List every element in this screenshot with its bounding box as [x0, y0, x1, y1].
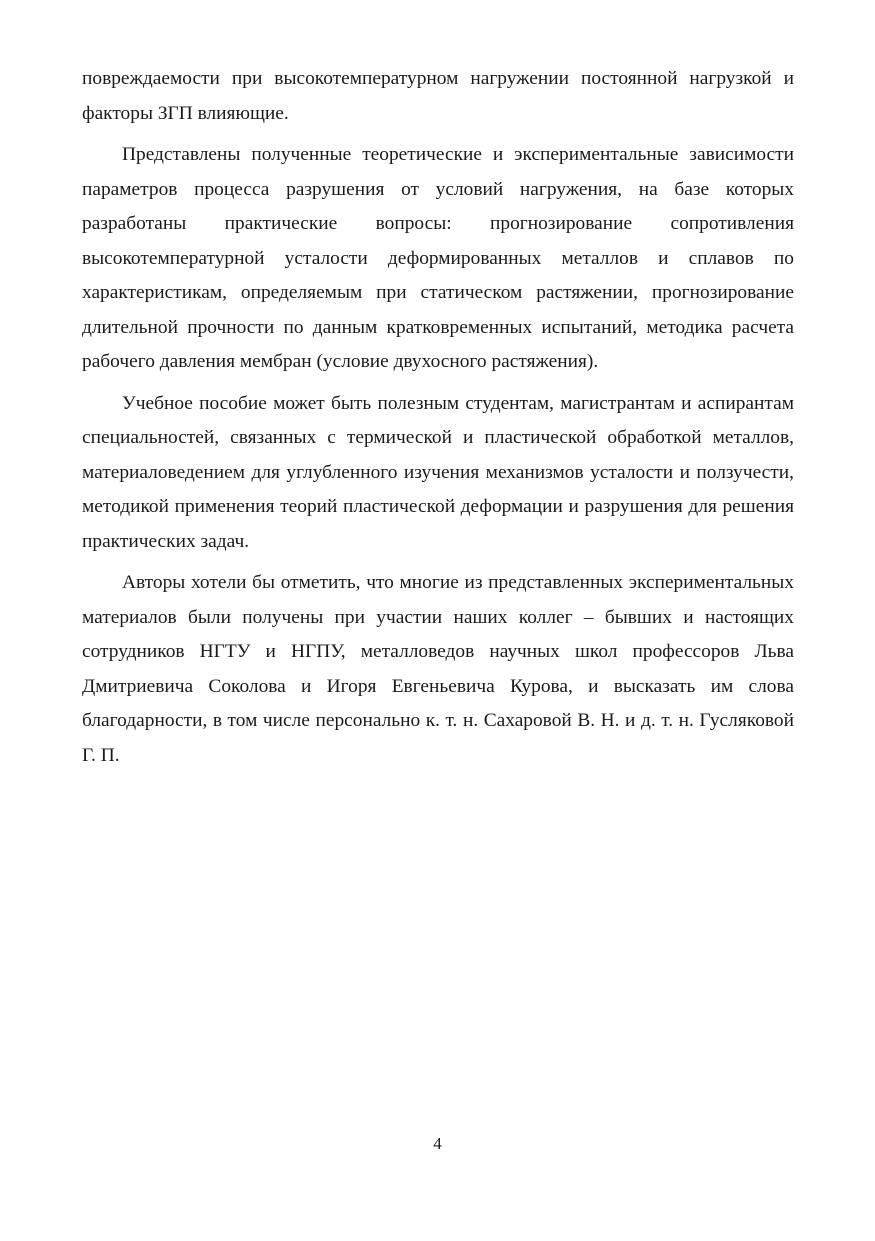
paragraph-acknowledgements: Авторы хотели бы отметить, что многие из представленных экспериментальных материалов были получены при участии наших коллег – бывших и настоящих сотрудников НГТУ и НГПУ, металловедов научных школ профессоров Льва Дмитриевича Соколова и Игоря Евгеньевича Курова, и высказать им слова благодарности, в том числе персонально к. т. н. Сахаровой В. Н. и д. т. н. Гусляковой Г. П.: [82, 572, 794, 766]
page-number: 4: [433, 1134, 442, 1153]
paragraph-continuation: повреждаемости при высокотемпературном нагружении постоянной нагрузкой и факторы ЗГП влияющие.: [82, 68, 794, 124]
paragraph-results: Представлены полученные теоретические и экспериментальные зависимости параметров процесса разрушения от условий нагружения, на базе которых разработаны практические вопросы: прогнозирование сопротивления высокотемпературной усталости деформированных металлов и сплавов по характеристикам, определяемым при статическом растяжении, прогнозирование длительной прочности по данным кратковременных испытаний, методика расчета рабочего давления мембран (условие двухосного растяжения).: [82, 144, 794, 372]
paragraph-audience: Учебное пособие может быть полезным студентам, магистрантам и аспирантам специальностей, связанных с термической и пластической обработкой металлов, материаловедением для углубленного изучения механизмов усталости и ползучести, методикой применения теорий пластической деформации и разрушения для решения практических задач.: [82, 392, 794, 552]
body-text: [82, 62, 794, 780]
